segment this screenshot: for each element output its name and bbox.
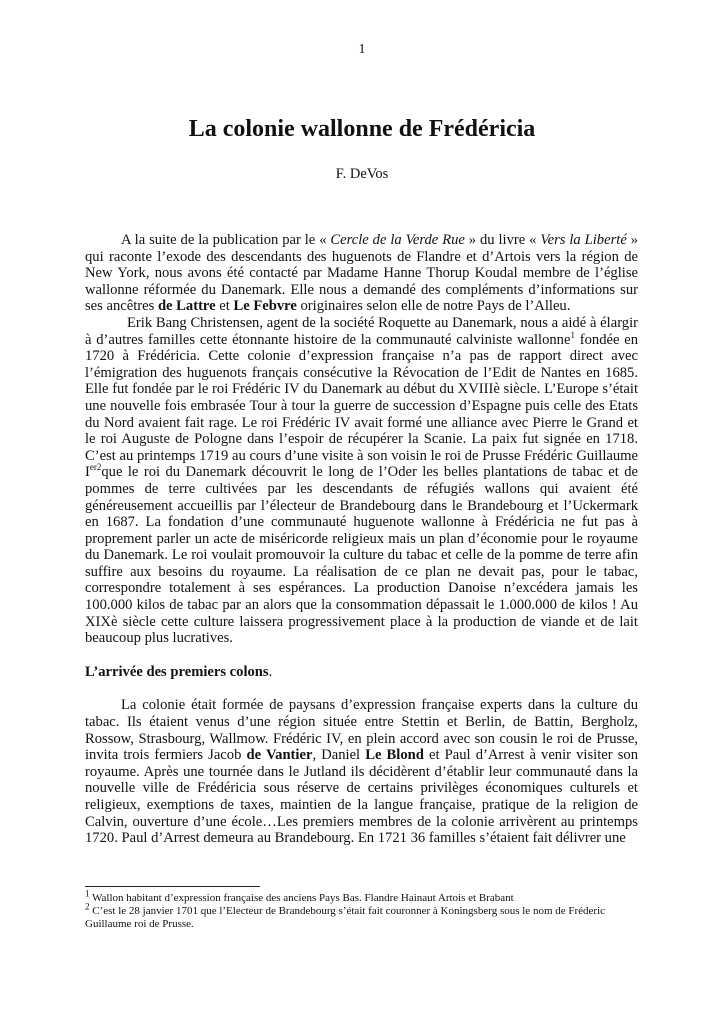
footnote-text: C’est le 28 janvier 1701 que l’Electeur de Brandebourg s’était fait couronner à Koningsberg sous le nom de Fréderic Guillaume roi de Prusse. xyxy=(85,905,606,930)
paragraph-history xyxy=(85,315,638,647)
text-run: et xyxy=(215,298,234,315)
text-run: fondée en 1720 à Frédéricia. Cette colonie d’expression française n’a pas de rapport direct avec l’émigration des huguenots français consécutive la Révocation de l’Edit de Nantes en 1685. Elle fut fondée par le roi Frédéric IV du Danemark au début du XVIIIè siècle. L’Europe s’était une nouvelle fois embrasée Tour à tour la guerre de succession d’Espagne puis celle des Etats du Nord avaient fait rage. Le roi Frédéric IV avait formé une alliance avec Pierre le Grand et le roi Auguste de Pologne dans l’espoir de récupérer la Scanie. La paix fut signée en 1718. C’est au printemps 1719 au cours d’une visite à son voisin le roi de Prusse Frédéric Guillaume I xyxy=(85,331,638,481)
footnotes xyxy=(85,888,638,931)
document-author: F. DeVos xyxy=(335,166,389,182)
footnote-ref-2[interactable]: 2 xyxy=(96,462,102,473)
text-run: La colonie était formée de paysans d’expression française experts dans la culture du tabac. Ils étaient venus d’une région située entre Stettin et Berlin, de Battin, Bergholz, Rossow, Strasbourg, Wallmow. Frédéric IV, en plein accord avec son cousin le roi de Prusse, invita trois fermiers Jacob xyxy=(85,697,638,764)
surname-le-blond: Le Blond xyxy=(365,747,424,764)
paragraph-intro xyxy=(85,232,638,315)
text-run: originaires selon elle de notre Pays de l’Alleu. xyxy=(296,298,571,315)
heading-period: . xyxy=(268,663,273,680)
document-title: La colonie wallonne de Frédéricia xyxy=(188,116,536,142)
text-run: A la suite de la publication par le « xyxy=(121,232,331,248)
footnote-2 xyxy=(85,901,638,931)
section-heading: L’arrivée des premiers colons xyxy=(85,663,269,680)
surname-de-vantier: de Vantier xyxy=(246,747,313,764)
footnote-1 xyxy=(85,888,638,905)
text-run: Erik Bang Christensen, agent de la société Roquette au Danemark, nous a aidé à élargir à d’autres familles cette étonnante histoire de la communauté calviniste wallonne xyxy=(85,314,638,348)
text-run: » du livre « xyxy=(464,232,541,248)
text-run: et Paul d’Arrest à venir visiter son royaume. Après une tournée dans le Jutland ils décidèrent d’établir leur communauté dans la nouvelle ville de Frédéricia sous réserve de certains privilèges économiques culturels et religieux, exemptions de taxes, maintien de la langue française, pratique de la religion de Calvin, ouverture d’une école…Les premiers membres de la colonie arrivèrent au printemps 1720. Paul d’Arrest demeura au Brandebourg. En 1721 36 familles s’étaient fait délivrer une xyxy=(85,747,638,847)
footnote-ref-1[interactable]: 1 xyxy=(570,329,575,340)
paragraph-colonists xyxy=(85,697,638,846)
section-heading-line xyxy=(85,664,638,681)
book-title: Vers la Liberté xyxy=(540,232,627,248)
publisher-name: Cercle de la Verde Rue xyxy=(330,232,465,248)
text-run: , Daniel xyxy=(312,747,366,764)
text-run: que le roi du Danemark découvrit le long de l’Oder les belles plantations de tabac et de pommes de terre cultivées par les descendants de réfugiés wallons qui avaient été généreusement accueillis par l’électeur de Brandebourg dans le Brandebourg et l’Uckermark en 1687. La fondation d’une communauté huguenote wallonne à Frédéricia ne fut pas à proprement parler un acte de miséricorde religieux mais un plan d’économie pour le royaume du Danemark. Le roi voulait promouvoir la culture du tabac et celle de la pomme de terre afin suffire aux besoins du royaume. La réalisation de ce plan ne devait pas, pour le tabac, correspondre totalement à ses espérances. La production Danoise n’excédera jamais les 100.000 kilos de tabac par an alors que la consommation dépassait le 1.000.000 de kilos ! Au XIXè siècle cette culture laissera progressivement place à la production de viande et de lait beaucoup plus lucratives. xyxy=(85,464,638,647)
ordinal-superscript: er xyxy=(89,462,97,473)
surname-de-lattre: de Lattre xyxy=(157,298,216,315)
footnote-text: Wallon habitant d’expression française des anciens Pays Bas. Flandre Hainaut Artois et Brabant xyxy=(89,892,514,904)
text-run: » qui raconte l’exode des descendants des huguenots de Flandre et d’Artois vers la région de New York, nous avons été contacté par Madame Hanne Thorup Koudal membre de l’église wallonne réformée du Danemark. Elle nous a demandé des compléments d’informations sur ses ancêtres xyxy=(85,232,638,315)
footnote-separator xyxy=(85,886,260,887)
footnote-number: 2 xyxy=(85,901,90,912)
page-number: 1 xyxy=(358,42,366,57)
surname-le-febvre: Le Febvre xyxy=(233,298,297,315)
footnote-number: 1 xyxy=(85,888,90,899)
body-text xyxy=(85,232,638,847)
